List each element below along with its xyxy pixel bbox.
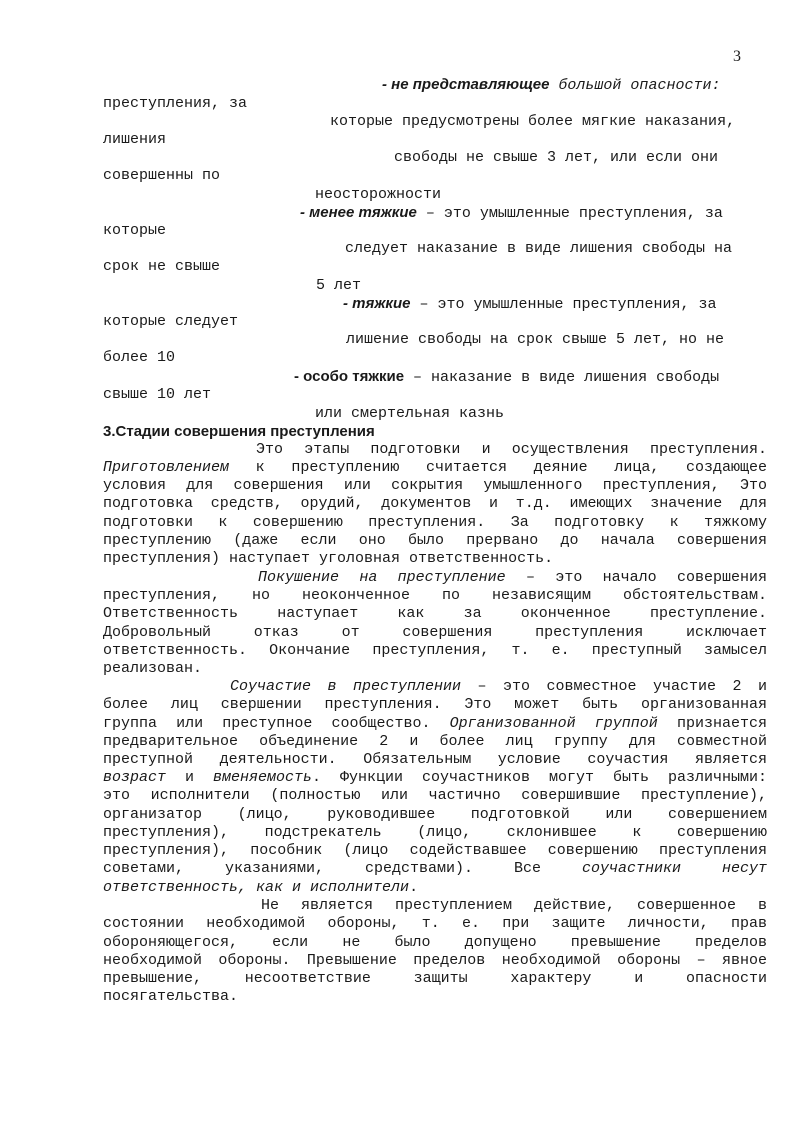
text-line: ответственность. Окончание преступления, т. е. преступный замысел [103, 642, 767, 659]
text-line: более лиц свершении преступления. Это может быть организованная [103, 696, 767, 713]
text-line: или смертельная казнь [315, 405, 505, 422]
text-line: Приготовлением к преступлению считается деяние лица, создающее [103, 459, 767, 476]
term-age: возраст [103, 769, 167, 786]
text-line: преступления, но неоконченное по независящим обстоятельствам. [103, 587, 767, 604]
category-3-term: тяжкие [352, 295, 411, 312]
section-heading: 3.Стадии совершения преступления [103, 423, 375, 440]
text-line: свыше 10 лет [103, 386, 212, 403]
text-line: свободы не свыше 3 лет, или если они [394, 149, 719, 166]
text-line: Ответственность наступает как за оконченное преступление. [103, 605, 767, 622]
text-line: группа или преступное сообщество. Организованной группой признается [103, 715, 767, 732]
text-line: превышение, несоответствие защиты характеру и опасности [103, 970, 767, 987]
text-line: подготовки к совершению преступления. За подготовку к тяжкому [103, 514, 767, 531]
text-line: ответственность, как и исполнители. [103, 879, 419, 896]
category-4-line: - особо тяжкие – наказание в виде лишения свободы [294, 368, 720, 386]
text-line: Покушение на преступление – это начало совершения [258, 569, 767, 586]
term-organized-group: Организованной группой [449, 715, 658, 732]
term-sanity: вменяемость [212, 769, 313, 786]
text-line: состоянии необходимой обороны, т. е. при защите личности, прав [103, 915, 767, 932]
term-attempt: Покушение на преступление [258, 569, 506, 586]
text-line: которые следует [103, 313, 239, 330]
text-line: более 10 [103, 349, 176, 366]
text-line: преступления), пособник (лицо содействавшее совершению преступления [103, 842, 767, 859]
text-line: 5 лет [316, 277, 362, 294]
category-1-term: не представляющее [391, 76, 550, 93]
page-number: 3 [733, 48, 741, 65]
text-line: преступной деятельности. Обязательным условие соучастия является [103, 751, 767, 768]
text-line: посягательства. [103, 988, 239, 1005]
category-4-term: особо тяжкие [303, 368, 405, 385]
category-1-line: - не представляющее большой опасности: [382, 76, 721, 94]
text-line: это исполнители (полностью или частично совершившие преступление), [103, 787, 767, 804]
text-line: предварительное объединение 2 и более лиц группу для совместной [103, 733, 767, 750]
category-2-line: - менее тяжкие – это умышленные преступления, за [300, 204, 723, 222]
text-line: следует наказание в виде лишения свободы на [345, 240, 733, 257]
text-line: преступления, за [103, 95, 248, 112]
text-line: преступления) наступает уголовная ответственность. [103, 550, 554, 567]
text-line: Не является преступлением действие, совершенное в [261, 897, 767, 914]
text-line: необходимой обороны. Превышение пределов необходимой обороны – явное [103, 952, 767, 969]
text-line: лишение свободы на срок свыше 5 лет, но не [346, 331, 725, 348]
category-3-line: - тяжкие – это умышленные преступления, за [343, 295, 717, 313]
term-complicity: Соучастие в преступлении [230, 678, 462, 695]
term-accomplices-liable: соучастники несут [581, 860, 767, 877]
text-line: лишения [103, 131, 167, 148]
text-line: условия для совершения или сокрытия умышленного преступления, Это [103, 477, 767, 494]
text-line: которые предусмотрены более мягкие наказания, [330, 113, 736, 130]
text-line: Это этапы подготовки и осуществления преступления. [256, 441, 767, 458]
text-line: обороняющегося, если не было допущено превышение пределов [103, 934, 767, 951]
text-line: преступлению (даже если оно было прервано до начала совершения [103, 532, 767, 549]
text-line: которые [103, 222, 167, 239]
text-line: преступления), подстрекатель (лицо, склонившее к совершению [103, 824, 767, 841]
text-line: Соучастие в преступлении – это совместное участие 2 и [230, 678, 767, 695]
text-line: совершенны по [103, 167, 221, 184]
text-line: Добровольный отказ от совершения преступления исключает [103, 624, 767, 641]
text-line: возраст и вменяемость. Функции соучастников могут быть различными: [103, 769, 767, 786]
text-line: подготовка средств, орудий, документов и т.д. имеющих значение для [103, 495, 767, 512]
text-line: советами, указаниями, средствами). Все соучастники несут [103, 860, 767, 877]
text-line: срок не свыше [103, 258, 221, 275]
text-line: неосторожности [315, 186, 442, 203]
term-preparation: Приготовлением [103, 459, 230, 476]
text-line: организатор (лицо, руководившее подготовкой или совершением [103, 806, 767, 823]
text-line: реализован. [103, 660, 203, 677]
category-2-term: менее тяжкие [309, 204, 417, 221]
